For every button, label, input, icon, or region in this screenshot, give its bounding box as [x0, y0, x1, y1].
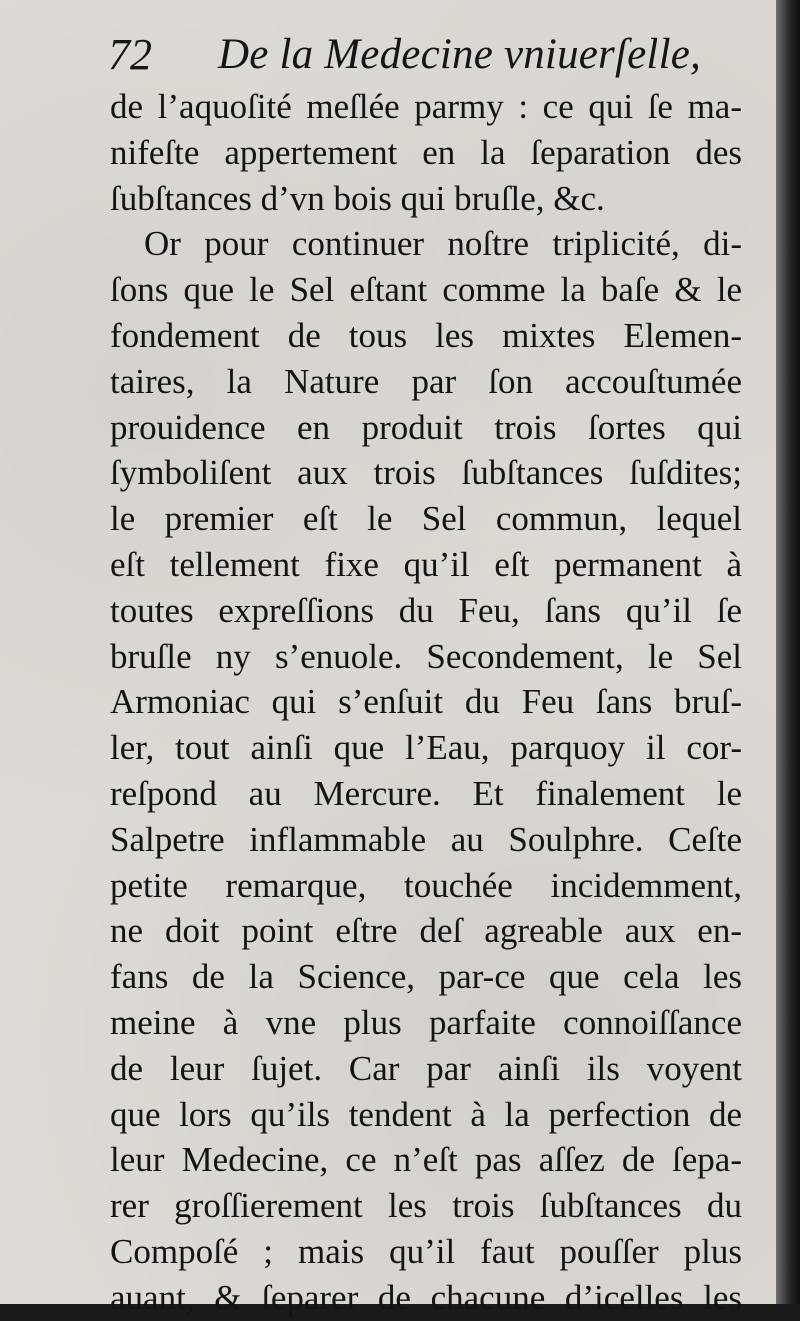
text-line: Or pour continuer noſtre triplicité, di-: [144, 224, 742, 264]
page-header: [108, 26, 748, 84]
text-line: rer groſſierement les trois ſubſtances du: [110, 1186, 742, 1226]
text-line: petite remarque, touchée incidemment,: [110, 865, 742, 905]
text-line: eſt tellement fixe qu’il eſt permanent à: [110, 544, 742, 584]
text-line: ſubſtances d’vn bois qui bruſle, &c.: [110, 178, 605, 218]
text-line: nifeſte appertement en la ſeparation des: [110, 132, 742, 172]
text-line: taires, la Nature par ſon accouſtumée: [110, 361, 742, 401]
text-line: Armoniac qui s’enſuit du Feu ſans bruſ-: [110, 682, 742, 722]
text-line: prouidence en produit trois ſortes qui: [110, 407, 742, 447]
text-line: le premier eſt le Sel commun, lequel: [110, 499, 742, 539]
body-text: [110, 84, 742, 1321]
text-line: Salpetre inflammable au Soulphre. Ceſte: [110, 819, 742, 859]
text-line: de l’aquoſité meſlée parmy : ce qui ſe ma-: [110, 87, 742, 126]
text-line: fans de la Science, par-ce que cela les: [110, 957, 742, 997]
text-line: fondement de tous les mixtes Elemen-: [110, 315, 742, 355]
running-title: De la Medecine vniuerſelle,: [218, 31, 701, 78]
text-line: ſymboliſent aux trois ſubſtances ſuſdites;: [110, 453, 742, 493]
text-line: auant, & ſeparer de chacune d’icelles les: [110, 1277, 742, 1317]
text-line: de leur ſujet. Car par ainſi ils voyent: [110, 1048, 742, 1088]
text-line: Compoſé ; mais qu’il faut pouſſer plus: [110, 1231, 742, 1271]
text-line: bruſle ny s’enuole. Secondement, le Sel: [110, 636, 742, 676]
book-spine-shadow: [776, 0, 800, 1304]
text-line: leur Medecine, ce n’eſt pas aſſez de ſepa-: [110, 1140, 742, 1180]
page-number: 72: [108, 30, 152, 79]
text-line: toutes expreſſions du Feu, ſans qu’il ſe: [110, 590, 742, 630]
text-line: ſons que le Sel eſtant comme la baſe & le: [110, 270, 742, 310]
text-line: reſpond au Mercure. Et finalement le: [110, 773, 742, 813]
text-line: ne doit point eſtre deſ agreable aux en-: [110, 911, 742, 951]
text-line: meine à vne plus parfaite connoiſſance: [110, 1002, 742, 1042]
text-line: ler, tout ainſi que l’Eau, parquoy il cor-: [110, 728, 742, 768]
text-line: que lors qu’ils tendent à la perfection de: [110, 1094, 742, 1134]
